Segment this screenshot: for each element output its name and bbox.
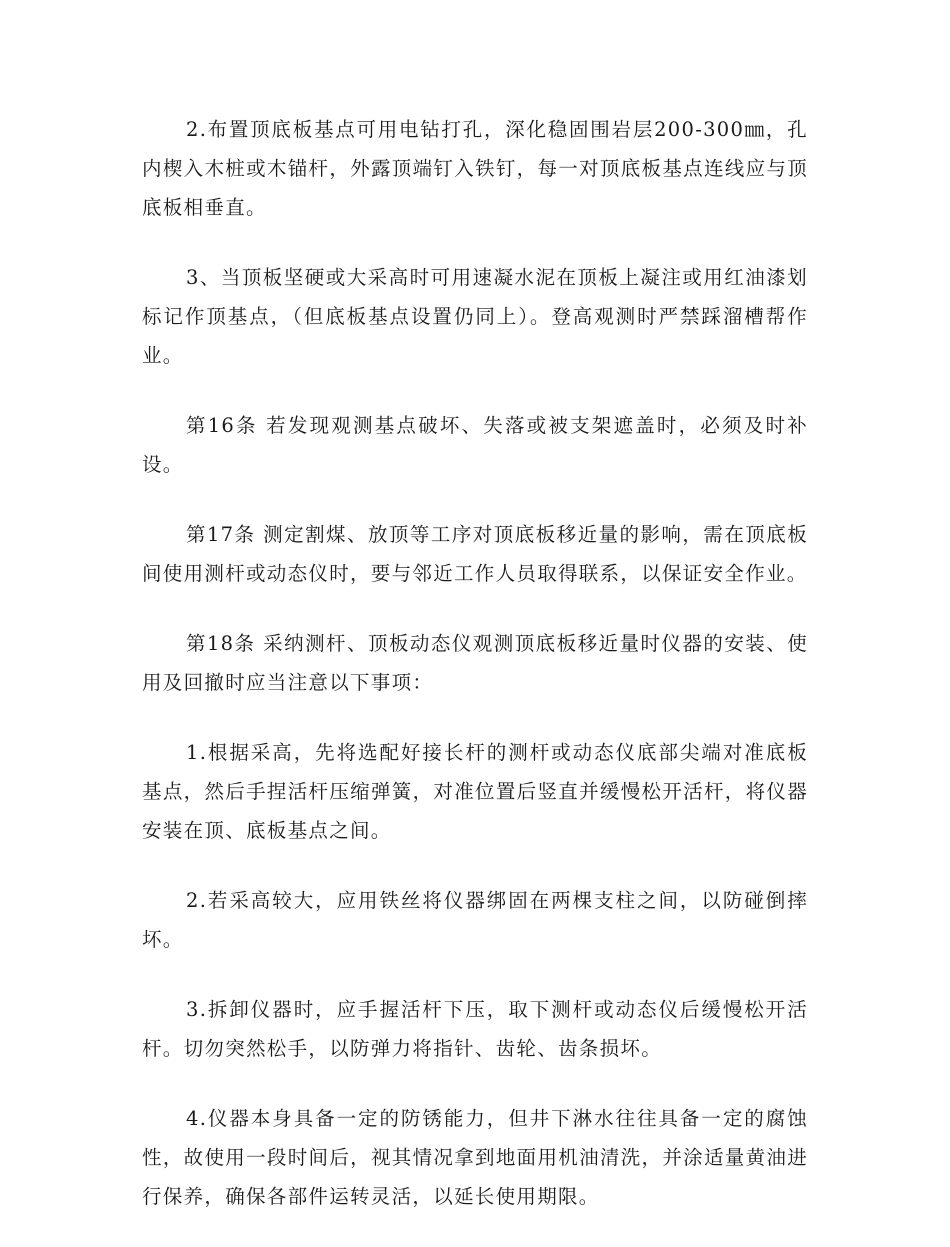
paragraph-item-1-installation: 1.根据采高，先将选配好接长杆的测杆或动态仪底部尖端对准底板基点，然后手捏活杆压缩弹簧，对准位置后竖直并缓慢松开活杆，将仪器安装在顶、底板基点之间。 [142,741,808,842]
paragraph-article-16: 第16条 若发现观测基点破坏、失落或被支架遮盖时，必须及时补设。 [142,414,808,476]
paragraph-item-4-maintenance: 4.仪器本身具备一定的防锈能力，但井下淋水往往具备一定的腐蚀性，故使用一段时间后，视其情况拿到地面用机油清洗，并涂适量黄油进行保养，确保各部件运转灵活，以延长使用期限。 [142,1107,808,1208]
paragraph-item-2-binding: 2.若采高较大，应用铁丝将仪器绑固在两棵支柱之间，以防碰倒摔坏。 [142,889,808,951]
paragraph-hard-roof-base-point: 3、当顶板坚硬或大采高时可用速凝水泥在顶板上凝注或用红油漆划标记作顶基点，（但底板基点设置仍同上）。登高观测时严禁踩溜槽帮作业。 [142,266,808,367]
paragraph-item-3-removal: 3.拆卸仪器时，应手握活杆下压，取下测杆或动态仪后缓慢松开活杆。切勿突然松手，以防弹力将指针、齿轮、齿条损坏。 [142,998,808,1060]
document-body [142,110,808,1247]
paragraph-article-17: 第17条 测定割煤、放顶等工序对顶底板移近量的影响，需在顶底板间使用测杆或动态仪时，要与邻近工作人员取得联系，以保证安全作业。 [142,523,808,585]
paragraph-article-18: 第18条 采纳测杆、顶板动态仪观测顶底板移近量时仪器的安装、使用及回撤时应当注意以下事项： [142,632,808,694]
paragraph-roof-floor-base-point-drilling: 2.布置顶底板基点可用电钻打孔，深化稳固围岩层200-300㎜，孔内楔入木桩或木锚杆，外露顶端钉入铁钉，每一对顶底板基点连线应与顶底板相垂直。 [142,118,808,219]
